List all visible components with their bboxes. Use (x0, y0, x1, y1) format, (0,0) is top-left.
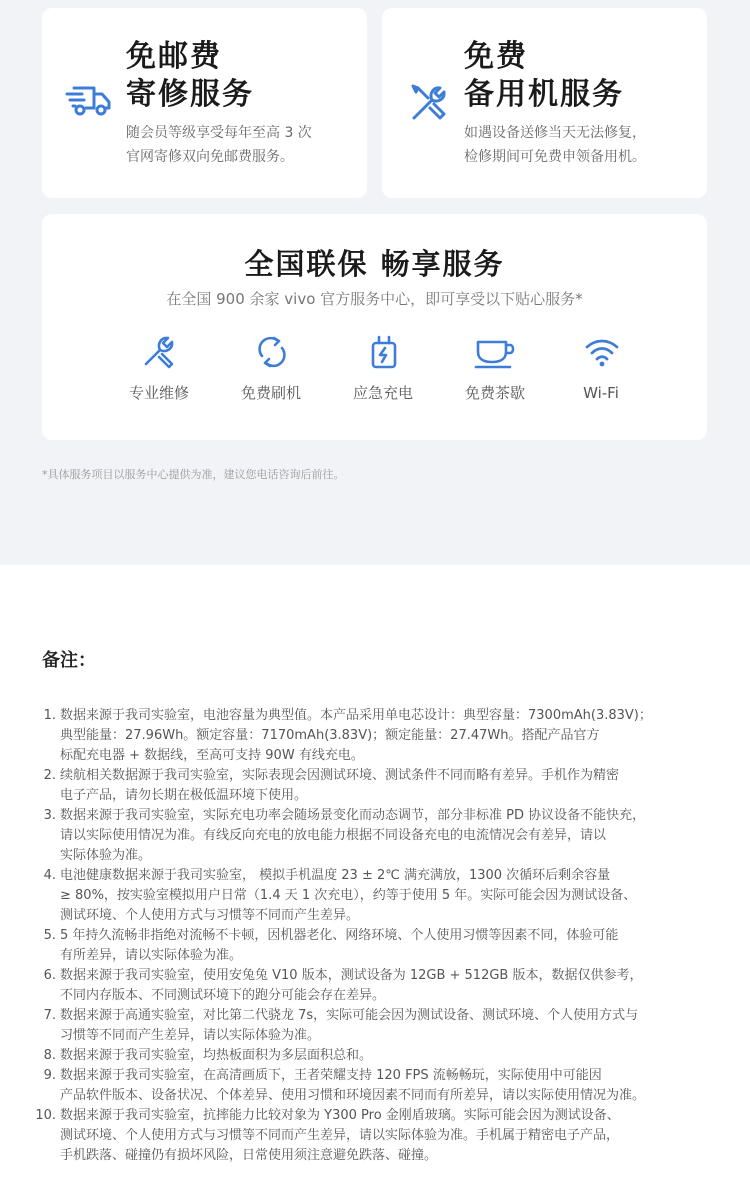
warranty-subtitle: 在全国 900 余家 vivo 官方服务中心，即可享受以下贴心服务* (166, 290, 583, 308)
note-item (34, 926, 724, 966)
note-item (34, 966, 724, 1006)
delivery-truck-icon (64, 80, 112, 126)
service-item-charge (328, 334, 438, 414)
refresh-icon (254, 334, 290, 370)
tea-cup-icon (474, 334, 518, 370)
desc-line-2: 官网寄修双向免邮费服务。 (126, 149, 294, 165)
note-item (34, 1066, 724, 1106)
service-item-tea (440, 334, 550, 414)
note-item (34, 866, 724, 926)
charging-icon (366, 334, 402, 370)
note-line: 典型能量：27.96Wh。额定容量：7170mAh(3.83V)；额定能量：27.47Wh。搭配产品官方 (60, 728, 600, 743)
wrench-screwdriver-icon (408, 82, 450, 128)
note-line: 数据来源于我司实验室，抗摔能力比较对象为 Y300 Pro 金刚盾玻璃。实际可能会因为测试设备、 (60, 1108, 620, 1123)
note-line: 数据来源于我司实验室，实际充电功率会随场景变化而动态调节，部分非标准 PD 协议设备不能快充， (60, 808, 646, 823)
note-number: 6. (43, 968, 56, 983)
card-description (464, 121, 646, 169)
note-line: 续航相关数据源于我司实验室，实际表现会因测试环境、测试条件不同而略有差异。手机作为精密 (60, 768, 620, 783)
note-line: 请以实际使用情况为准。有线反向充电的放电能力根据不同设备充电的电流情况会有差异，请以 (60, 828, 607, 843)
note-line: ≥ 80%，按实验室模拟用户日常（1.4 天 1 次充电），约等于使用 5 年。实际可能会因为测试设备、 (60, 888, 637, 903)
nationwide-warranty-card (42, 214, 707, 440)
note-item (34, 766, 724, 806)
note-number: 1. (43, 708, 56, 723)
note-number: 9. (43, 1068, 56, 1083)
note-line: 产品软件版本、设备状况、个体差异、使用习惯和环境因素不同而有所差异，请以实际使用情况为准。 (60, 1088, 646, 1103)
note-line: 手机跌落、碰撞仍有损坏风险，日常使用须注意避免跌落、碰撞。 (60, 1148, 438, 1163)
note-line: 数据来源于我司实验室，均热板面积为多层面积总和。 (60, 1048, 373, 1063)
service-item-repair (104, 334, 214, 414)
service-label: 免费茶歇 (464, 384, 525, 402)
note-line: 有所差异，请以实际体验为准。 (60, 948, 243, 963)
note-line: 电子产品，请勿长期在极低温环境下使用。 (60, 788, 308, 803)
title-line-1: 免费 (464, 39, 528, 74)
warranty-title: 全国联保 畅享服务 (244, 247, 505, 281)
service-item-wifi (546, 334, 656, 414)
note-item (34, 1006, 724, 1046)
note-line: 测试环境、个人使用方式与习惯等不同而产生差异。 (60, 908, 360, 923)
note-line: 数据来源于我司实验室，在高清画质下，王者荣耀支持 120 FPS 流畅畅玩，实际使用中可能因 (60, 1068, 602, 1083)
wrench-icon (142, 334, 178, 370)
note-line: 数据来源于我司实验室，电池容量为典型值。本产品采用单电芯设计：典型容量：7300mAh(3.83V)； (60, 708, 652, 723)
card-title (464, 38, 624, 114)
title-line-2: 备用机服务 (464, 77, 624, 112)
service-section (0, 0, 750, 565)
note-line: 习惯等不同而产生差异，请以实际体验为准。 (60, 1028, 321, 1043)
title-line-1: 免邮费 (126, 39, 222, 74)
note-line: 数据来源于高通实验室，对比第二代骁龙 7s，实际可能会因为测试设备、测试环境、个人使用方式与 (60, 1008, 639, 1023)
note-line: 实际体验为准。 (60, 848, 152, 863)
note-line: 标配充电器 + 数据线，至高可支持 90W 有线充电。 (60, 748, 364, 763)
note-line: 数据来源于我司实验室，使用安兔兔 V10 版本，测试设备为 12GB + 512GB 版本，数据仅供参考， (60, 968, 643, 983)
card-title (126, 38, 254, 114)
service-label: 专业维修 (128, 384, 189, 402)
service-footnote: *具体服务项目以服务中心提供为准，建议您电话咨询后前往。 (42, 468, 345, 481)
note-line: 5 年持久流畅非指绝对流畅不卡顿，因机器老化、网络环境、个人使用习惯等因素不同，体验可能 (60, 928, 619, 943)
note-line: 电池健康数据来源于我司实验室， 模拟手机温度 23 ± 2℃ 满充满放，1300 次循环后剩余容量 (60, 868, 611, 883)
notes-heading: 备注： (42, 650, 96, 671)
desc-line-1: 如遇设备送修当天无法修复， (464, 125, 646, 141)
note-number: 5. (43, 928, 56, 943)
note-number: 10. (35, 1108, 56, 1123)
note-item (34, 806, 724, 866)
free-shipping-repair-card (42, 8, 367, 198)
note-number: 3. (43, 808, 56, 823)
service-item-flash (216, 334, 326, 414)
spare-phone-card (382, 8, 707, 198)
note-number: 7. (43, 1008, 56, 1023)
note-line: 不同内存版本、不同测试环境下的跑分可能会存在差异。 (60, 988, 386, 1003)
notes-list (34, 706, 724, 1166)
card-description (126, 121, 312, 169)
note-item (34, 706, 724, 766)
note-number: 4. (43, 868, 56, 883)
title-line-2: 寄修服务 (126, 77, 254, 112)
service-label: 免费刷机 (240, 384, 301, 402)
note-item (34, 1046, 724, 1066)
note-line: 测试环境、个人使用方式与习惯等不同而产生差异，请以实际体验为准。手机属于精密电子产品， (60, 1128, 620, 1143)
service-label: 应急充电 (352, 384, 413, 402)
desc-line-1: 随会员等级享受每年至高 3 次 (126, 125, 312, 141)
note-number: 8. (43, 1048, 56, 1063)
desc-line-2: 检修期间可免费申领备用机。 (464, 149, 646, 165)
wifi-icon (584, 334, 620, 370)
service-label: Wi-Fi (583, 384, 619, 402)
note-item (34, 1106, 724, 1166)
note-number: 2. (43, 768, 56, 783)
